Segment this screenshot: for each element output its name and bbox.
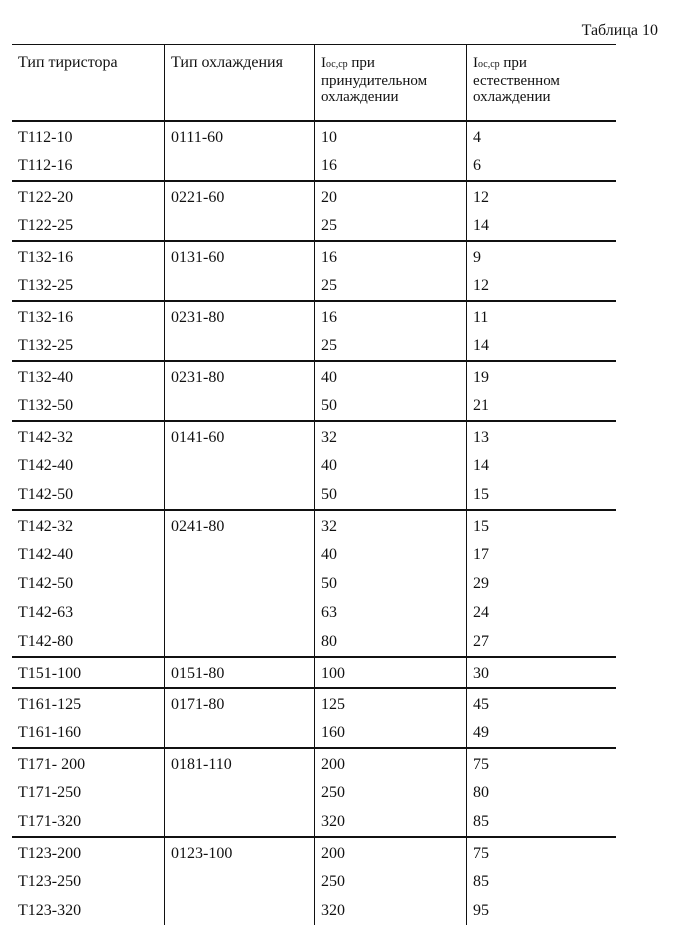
cell-forced-current: 50 bbox=[314, 569, 466, 598]
cell-cooling-type bbox=[164, 569, 314, 598]
cell-thyristor-type: Т142-40 bbox=[18, 457, 74, 474]
table-row bbox=[12, 480, 616, 509]
table-row bbox=[12, 422, 616, 451]
header-forced-symbol: I bbox=[321, 55, 326, 71]
table-row bbox=[12, 302, 616, 331]
cell-cooling-type: 0231-80 bbox=[164, 362, 314, 391]
cell-thyristor-type: Т132-40 bbox=[18, 369, 74, 386]
table-group bbox=[12, 687, 616, 747]
cell-cooling-type bbox=[164, 627, 314, 656]
cell-cooling-type: 0241-80 bbox=[164, 511, 314, 540]
cell-thyristor-type: Т122-25 bbox=[18, 217, 74, 234]
table-row bbox=[12, 242, 616, 271]
header-forced-text: при принудительном охлаждении bbox=[321, 55, 428, 105]
cell-cooling-type bbox=[164, 331, 314, 360]
cell-forced-current: 50 bbox=[314, 480, 466, 509]
cell-natural-current: 14 bbox=[466, 331, 616, 360]
table-row bbox=[12, 749, 616, 778]
table-group bbox=[12, 120, 616, 180]
table-row bbox=[12, 569, 616, 598]
cell-cooling-type bbox=[164, 807, 314, 836]
cell-cooling-type: 0221-60 bbox=[164, 182, 314, 211]
cell-natural-current: 14 bbox=[466, 451, 616, 480]
cell-natural-current: 13 bbox=[466, 422, 616, 451]
cell-natural-current: 19 bbox=[466, 362, 616, 391]
cell-thyristor-type: Т142-32 bbox=[18, 518, 74, 535]
cell-thyristor-type: Т142-63 bbox=[18, 604, 74, 621]
table-row bbox=[12, 778, 616, 807]
cell-natural-current: 14 bbox=[466, 211, 616, 240]
cell-thyristor-type: Т123-320 bbox=[18, 902, 82, 919]
cell-thyristor-type: Т132-16 bbox=[18, 249, 74, 266]
cell-cooling-type: 0111-60 bbox=[164, 122, 314, 151]
table-group bbox=[12, 360, 616, 420]
cell-natural-current: 21 bbox=[466, 391, 616, 420]
cell-natural-current: 75 bbox=[466, 749, 616, 778]
table-group bbox=[12, 300, 616, 360]
cell-cooling-type bbox=[164, 271, 314, 300]
cell-natural-current: 9 bbox=[466, 242, 616, 271]
header-cooling-type: Тип охлаждения bbox=[164, 45, 314, 120]
cell-thyristor-type: Т122-20 bbox=[18, 189, 74, 206]
cell-forced-current: 250 bbox=[314, 778, 466, 807]
header-thyristor-type: Тип тиристора bbox=[18, 54, 118, 71]
cell-forced-current: 63 bbox=[314, 598, 466, 627]
header-forced-subscript: ос,ср bbox=[326, 59, 348, 70]
cell-thyristor-type: Т142-40 bbox=[18, 546, 74, 563]
table-row bbox=[12, 122, 616, 151]
cell-thyristor-type: Т142-32 bbox=[18, 429, 74, 446]
cell-natural-current: 15 bbox=[466, 511, 616, 540]
cell-forced-current: 40 bbox=[314, 451, 466, 480]
header-natural-cooling-current bbox=[466, 45, 616, 120]
table-group bbox=[12, 240, 616, 300]
cell-natural-current: 45 bbox=[466, 689, 616, 718]
cell-forced-current: 25 bbox=[314, 331, 466, 360]
cell-thyristor-type: Т161-125 bbox=[18, 696, 82, 713]
cell-thyristor-type: Т132-16 bbox=[18, 309, 74, 326]
thyristor-table bbox=[12, 44, 616, 925]
cell-cooling-type: 0151-80 bbox=[164, 658, 314, 687]
cell-forced-current: 16 bbox=[314, 242, 466, 271]
cell-cooling-type bbox=[164, 540, 314, 569]
table-row bbox=[12, 271, 616, 300]
table-row bbox=[12, 211, 616, 240]
cell-natural-current: 4 bbox=[466, 122, 616, 151]
table-row bbox=[12, 689, 616, 718]
cell-forced-current: 10 bbox=[314, 122, 466, 151]
cell-cooling-type bbox=[164, 867, 314, 896]
cell-forced-current: 32 bbox=[314, 511, 466, 540]
cell-forced-current: 32 bbox=[314, 422, 466, 451]
cell-forced-current: 100 bbox=[314, 658, 466, 687]
cell-natural-current: 15 bbox=[466, 480, 616, 509]
header-natural-symbol: I bbox=[473, 55, 478, 71]
cell-forced-current: 200 bbox=[314, 838, 466, 867]
cell-forced-current: 40 bbox=[314, 540, 466, 569]
table-row bbox=[12, 511, 616, 540]
table-group bbox=[12, 836, 616, 925]
cell-natural-current: 24 bbox=[466, 598, 616, 627]
cell-thyristor-type: Т171-250 bbox=[18, 784, 82, 801]
cell-natural-current: 85 bbox=[466, 867, 616, 896]
cell-thyristor-type: Т132-25 bbox=[18, 277, 74, 294]
cell-natural-current: 6 bbox=[466, 151, 616, 180]
table-row bbox=[12, 838, 616, 867]
cell-cooling-type bbox=[164, 211, 314, 240]
table-body bbox=[12, 120, 616, 925]
table-row bbox=[12, 718, 616, 747]
table-group bbox=[12, 180, 616, 240]
cell-forced-current: 25 bbox=[314, 211, 466, 240]
header-forced-cooling-current bbox=[314, 45, 466, 120]
cell-forced-current: 40 bbox=[314, 362, 466, 391]
cell-natural-current: 12 bbox=[466, 182, 616, 211]
cell-cooling-type: 0123-100 bbox=[164, 838, 314, 867]
cell-thyristor-type: Т161-160 bbox=[18, 724, 82, 741]
table-header-row bbox=[12, 45, 616, 120]
cell-cooling-type: 0181-110 bbox=[164, 749, 314, 778]
table-row bbox=[12, 540, 616, 569]
cell-forced-current: 160 bbox=[314, 718, 466, 747]
cell-thyristor-type: Т142-80 bbox=[18, 633, 74, 650]
cell-cooling-type: 0171-80 bbox=[164, 689, 314, 718]
cell-natural-current: 80 bbox=[466, 778, 616, 807]
table-group bbox=[12, 509, 616, 656]
cell-thyristor-type: Т142-50 bbox=[18, 486, 74, 503]
cell-cooling-type bbox=[164, 451, 314, 480]
cell-cooling-type: 0141-60 bbox=[164, 422, 314, 451]
table-row bbox=[12, 451, 616, 480]
cell-forced-current: 20 bbox=[314, 182, 466, 211]
cell-thyristor-type: Т112-16 bbox=[18, 157, 73, 174]
cell-thyristor-type: Т123-250 bbox=[18, 873, 82, 890]
cell-forced-current: 320 bbox=[314, 896, 466, 925]
table-row bbox=[12, 362, 616, 391]
cell-cooling-type bbox=[164, 391, 314, 420]
table-group bbox=[12, 420, 616, 509]
table-row bbox=[12, 807, 616, 836]
cell-natural-current: 30 bbox=[466, 658, 616, 687]
cell-natural-current: 29 bbox=[466, 569, 616, 598]
cell-natural-current: 12 bbox=[466, 271, 616, 300]
table-row bbox=[12, 627, 616, 656]
table-row bbox=[12, 598, 616, 627]
cell-cooling-type: 0131-60 bbox=[164, 242, 314, 271]
cell-natural-current: 11 bbox=[466, 302, 616, 331]
cell-forced-current: 320 bbox=[314, 807, 466, 836]
cell-thyristor-type: Т132-25 bbox=[18, 337, 74, 354]
cell-thyristor-type: Т123-200 bbox=[18, 845, 82, 862]
table-group bbox=[12, 747, 616, 836]
cell-forced-current: 250 bbox=[314, 867, 466, 896]
cell-thyristor-type: Т171-320 bbox=[18, 813, 82, 830]
cell-cooling-type bbox=[164, 598, 314, 627]
cell-natural-current: 95 bbox=[466, 896, 616, 925]
cell-cooling-type bbox=[164, 480, 314, 509]
cell-forced-current: 125 bbox=[314, 689, 466, 718]
header-natural-subscript: ос,ср bbox=[478, 59, 500, 70]
cell-natural-current: 17 bbox=[466, 540, 616, 569]
cell-thyristor-type: Т112-10 bbox=[18, 129, 73, 146]
cell-forced-current: 16 bbox=[314, 151, 466, 180]
cell-thyristor-type: Т151-100 bbox=[18, 665, 82, 682]
cell-forced-current: 50 bbox=[314, 391, 466, 420]
cell-forced-current: 25 bbox=[314, 271, 466, 300]
table-row bbox=[12, 896, 616, 925]
cell-forced-current: 200 bbox=[314, 749, 466, 778]
cell-cooling-type bbox=[164, 718, 314, 747]
cell-natural-current: 49 bbox=[466, 718, 616, 747]
table-row bbox=[12, 391, 616, 420]
table-row bbox=[12, 182, 616, 211]
table-row bbox=[12, 658, 616, 687]
cell-natural-current: 85 bbox=[466, 807, 616, 836]
cell-forced-current: 80 bbox=[314, 627, 466, 656]
cell-thyristor-type: Т171- 200 bbox=[18, 756, 86, 773]
cell-forced-current: 16 bbox=[314, 302, 466, 331]
cell-cooling-type: 0231-80 bbox=[164, 302, 314, 331]
table-row bbox=[12, 151, 616, 180]
cell-thyristor-type: Т132-50 bbox=[18, 397, 74, 414]
cell-cooling-type bbox=[164, 778, 314, 807]
cell-cooling-type bbox=[164, 151, 314, 180]
header-natural-text: при естественном охлаждении bbox=[473, 55, 560, 105]
table-group bbox=[12, 656, 616, 687]
table-caption: Таблица 10 bbox=[581, 22, 658, 39]
table-row bbox=[12, 331, 616, 360]
cell-thyristor-type: Т142-50 bbox=[18, 575, 74, 592]
cell-cooling-type bbox=[164, 896, 314, 925]
cell-natural-current: 27 bbox=[466, 627, 616, 656]
table-row bbox=[12, 867, 616, 896]
cell-natural-current: 75 bbox=[466, 838, 616, 867]
